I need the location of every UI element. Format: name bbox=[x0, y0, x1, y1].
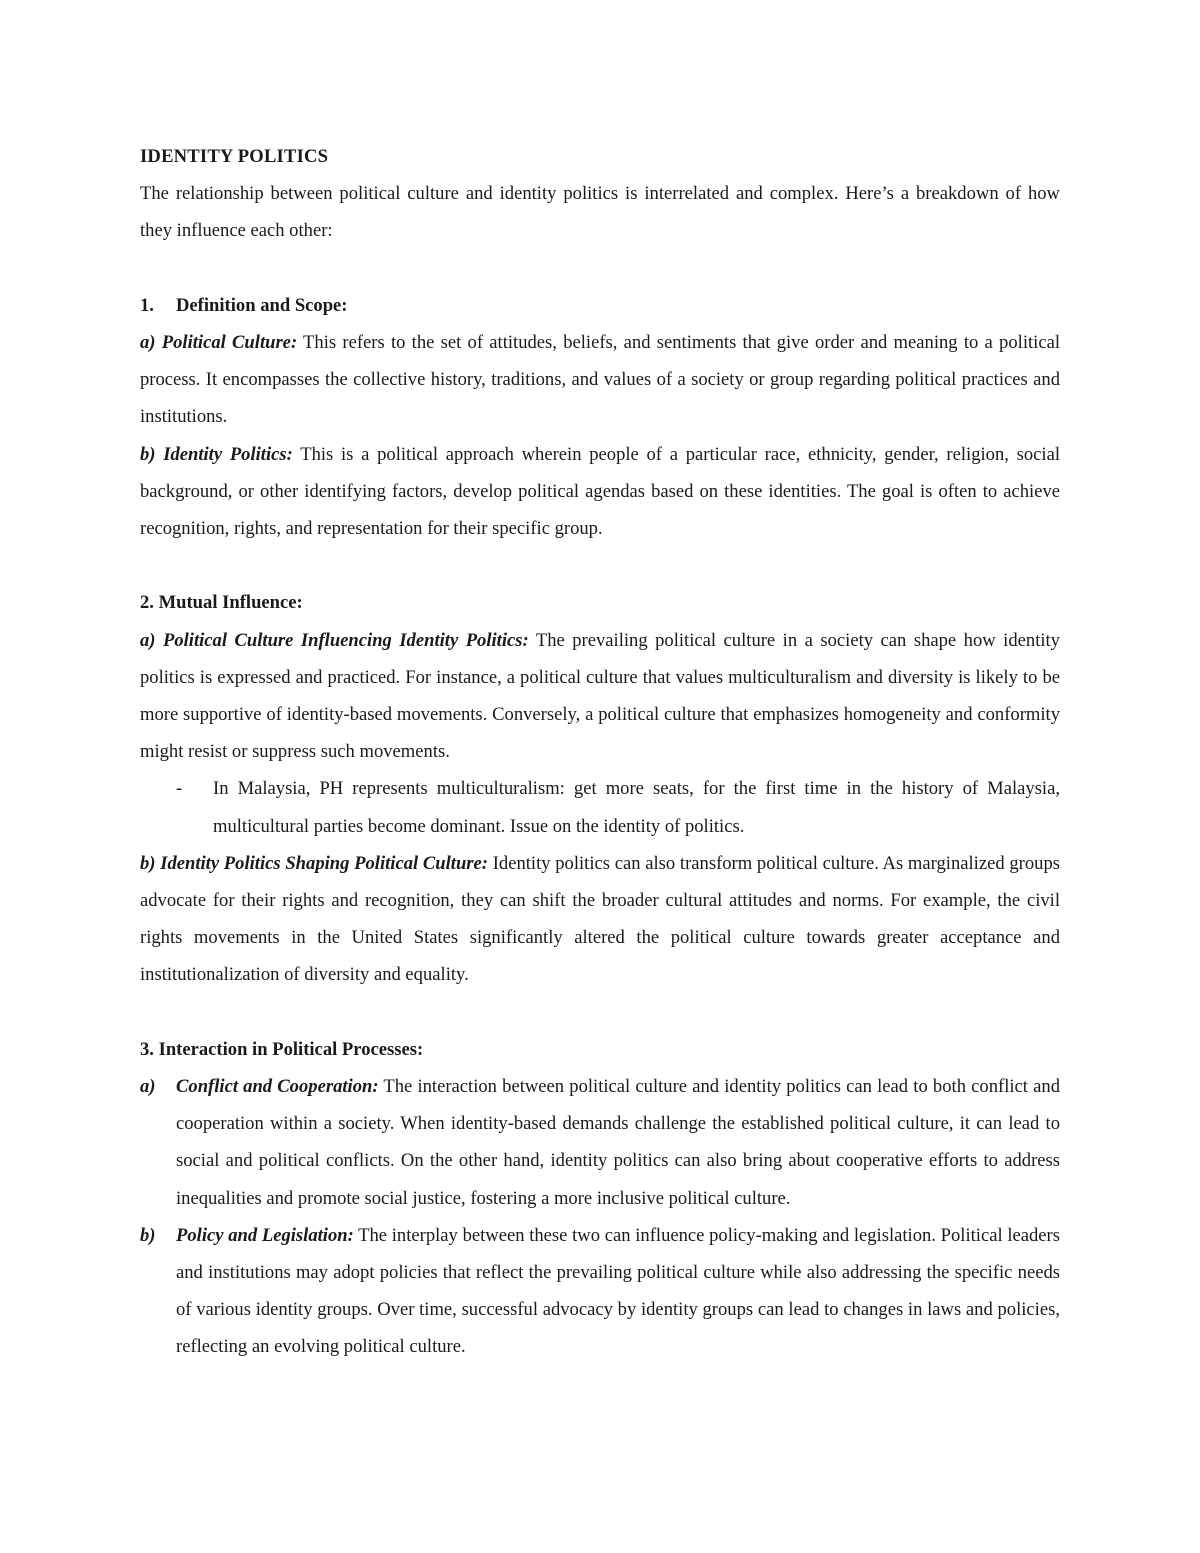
section-1-item-b-label: b) Identity Politics: bbox=[140, 443, 293, 465]
section-1-item-b bbox=[140, 436, 1060, 548]
section-2-item-a-text: The prevailing political culture in a society can shape how identity politics is expressed and practiced. For instance, a political culture that values multiculturalism and diversity is likely to be more supportive of identity-based movements. Conversely, a political culture that emphasizes homogeneity and conformity might resist or suppress such movements. bbox=[140, 629, 1060, 763]
bullet-dash: - bbox=[176, 778, 183, 800]
intro-paragraph: The relationship between political culture and identity politics is interrelated and complex. Here’s a breakdown of how they influence each other: bbox=[140, 183, 1060, 242]
section-1-heading-text: Definition and Scope: bbox=[176, 294, 348, 316]
section-2-item-b-label: b) Identity Politics Shaping Political Culture: bbox=[140, 852, 488, 874]
document-title: IDENTITY POLITICS bbox=[140, 146, 329, 167]
section-2-item-b-text: Identity politics can also transform political culture. As marginalized groups advocate for their rights and recognition, they can shift the broader cultural attitudes and norms. For example, the civil rights movements in the United States significantly altered the political culture towards greater acceptance and institutionalization of diversity and equality. bbox=[140, 852, 1060, 986]
document-page bbox=[140, 138, 1060, 1366]
spacer bbox=[140, 250, 1060, 287]
section-1-number: 1. bbox=[140, 294, 154, 316]
spacer bbox=[140, 994, 1060, 1031]
section-2-heading: 2. Mutual Influence: bbox=[140, 592, 303, 614]
section-1-item-a-text: This refers to the set of attitudes, beliefs, and sentiments that give order and meaning to a political process. It encompasses the collective history, traditions, and values of a society or group regarding political practices and institutions. bbox=[140, 332, 1060, 428]
section-1-heading bbox=[140, 287, 1060, 324]
section-3-item-a-text: The interaction between political culture and identity politics can lead to both conflict and cooperation within a society. When identity-based demands challenge the established political culture, it can lead to social and political conflicts. On the other hand, identity politics can also bring about cooperative efforts to address inequalities and promote social justice, fostering a more inclusive political culture. bbox=[176, 1076, 1060, 1209]
section-2-item-b bbox=[140, 845, 1060, 994]
section-3-item-a-label: Conflict and Cooperation: bbox=[176, 1076, 379, 1098]
section-2-bullet-text: In Malaysia, PH represents multiculturalism: get more seats, for the first time in the history of Malaysia, multicultural parties become dominant. Issue on the identity of politics. bbox=[213, 778, 1060, 837]
section-3-item-b bbox=[140, 1217, 1060, 1366]
section-3-item-b-text: The interplay between these two can influence policy-making and legislation. Political leaders and institutions may adopt policies that reflect the prevailing political culture while also addressing the specific needs of various identity groups. Over time, successful advocacy by identity groups can lead to changes in laws and policies, reflecting an evolving political culture. bbox=[176, 1224, 1060, 1358]
section-3-item-b-label: Policy and Legislation: bbox=[176, 1224, 354, 1246]
section-2-item-a bbox=[140, 622, 1060, 771]
section-3-item-a-marker: a) bbox=[140, 1076, 156, 1098]
section-1-item-b-text: This is a political approach wherein people of a particular race, ethnicity, gender, religion, social background, or other identifying factors, develop political agendas based on these identities. The goal is often to achieve recognition, rights, and representation for their specific group. bbox=[140, 443, 1060, 540]
section-3-heading: 3. Interaction in Political Processes: bbox=[140, 1038, 424, 1060]
section-3-item-b-marker: b) bbox=[140, 1224, 156, 1246]
section-2-item-a-label: a) Political Culture Influencing Identity Politics: bbox=[140, 629, 529, 651]
spacer bbox=[140, 547, 1060, 584]
section-1-item-a-label: a) Political Culture: bbox=[140, 332, 298, 353]
section-3-item-a bbox=[140, 1068, 1060, 1217]
section-2-bullet bbox=[140, 770, 1060, 844]
section-1-item-a bbox=[140, 324, 1060, 436]
